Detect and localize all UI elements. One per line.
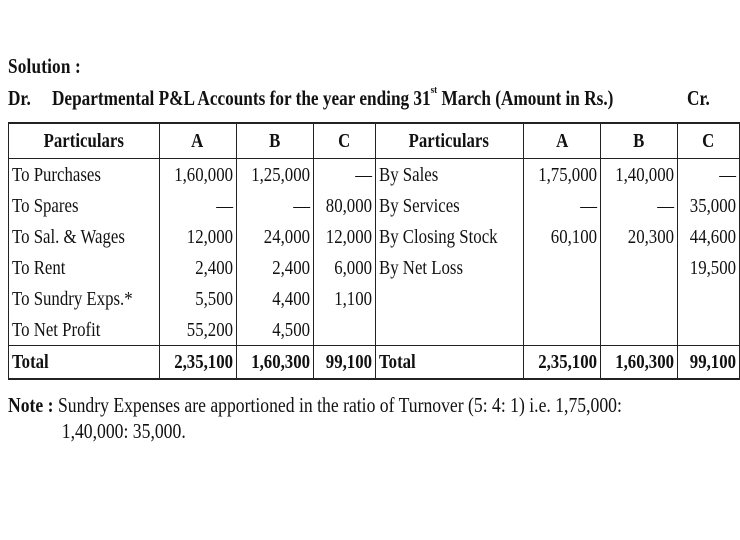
credit-particular: By Closing Stock (375, 221, 523, 252)
note-label: Note : (8, 393, 54, 417)
note-text-line2: 1,40,000: 35,000. (61, 419, 186, 443)
debit-amount-c (313, 314, 375, 346)
debit-amount-b: 24,000 (236, 221, 313, 252)
solution-label: Solution : (8, 54, 81, 78)
credit-amount-c: 35,000 (677, 190, 739, 221)
header-debit-particulars: Particulars (9, 123, 160, 159)
debit-amount-a: 5,500 (159, 283, 236, 314)
credit-amount-c (677, 283, 739, 314)
credit-amount-b (600, 252, 677, 283)
debit-amount-c: 12,000 (313, 221, 375, 252)
credit-marker: Cr. (687, 86, 710, 110)
credit-particular (375, 283, 523, 314)
header-credit-a: A (523, 123, 600, 159)
header-credit-particulars: Particulars (375, 123, 523, 159)
table-row (9, 190, 740, 221)
table-row (9, 252, 740, 283)
debit-amount-b: — (236, 190, 313, 221)
credit-total-b: 1,60,300 (600, 346, 677, 380)
debit-amount-c: 80,000 (313, 190, 375, 221)
total-row (9, 346, 740, 380)
note-paragraph (8, 392, 714, 444)
pl-account-table (8, 122, 740, 380)
debit-amount-c: — (313, 159, 375, 191)
account-title: Departmental P&L Accounts for the year ending 31st March (Amount in Rs.) (52, 84, 614, 110)
credit-particular: By Net Loss (375, 252, 523, 283)
header-debit-c: C (313, 123, 375, 159)
credit-amount-b: — (600, 190, 677, 221)
table-row (9, 283, 740, 314)
debit-amount-a: 1,60,000 (159, 159, 236, 191)
debit-amount-a: 12,000 (159, 221, 236, 252)
credit-particular (375, 314, 523, 346)
credit-amount-c (677, 314, 739, 346)
table-row (9, 221, 740, 252)
debit-total-c: 99,100 (313, 346, 375, 380)
debit-amount-c: 1,100 (313, 283, 375, 314)
debit-amount-b: 4,400 (236, 283, 313, 314)
table-row (9, 159, 740, 191)
debit-particular: To Sundry Exps.* (9, 283, 160, 314)
credit-amount-b: 20,300 (600, 221, 677, 252)
credit-total-c: 99,100 (677, 346, 739, 380)
table-header-row (9, 123, 740, 159)
credit-amount-c: — (677, 159, 739, 191)
credit-amount-c: 44,600 (677, 221, 739, 252)
debit-total-label: Total (9, 346, 160, 380)
debit-amount-b: 1,25,000 (236, 159, 313, 191)
debit-amount-a: — (159, 190, 236, 221)
debit-particular: To Net Profit (9, 314, 160, 346)
header-debit-b: B (236, 123, 313, 159)
credit-total-label: Total (375, 346, 523, 380)
debit-amount-c: 6,000 (313, 252, 375, 283)
credit-amount-a: 1,75,000 (523, 159, 600, 191)
table-row (9, 314, 740, 346)
debit-particular: To Spares (9, 190, 160, 221)
account-heading (8, 86, 712, 114)
header-credit-b: B (600, 123, 677, 159)
debit-total-b: 1,60,300 (236, 346, 313, 380)
debit-amount-a: 2,400 (159, 252, 236, 283)
credit-amount-a (523, 314, 600, 346)
credit-particular: By Services (375, 190, 523, 221)
debit-amount-b: 2,400 (236, 252, 313, 283)
header-credit-c: C (677, 123, 739, 159)
debit-particular: To Purchases (9, 159, 160, 191)
debit-marker: Dr. (8, 86, 31, 110)
credit-amount-a: 60,100 (523, 221, 600, 252)
header-debit-a: A (159, 123, 236, 159)
credit-amount-b: 1,40,000 (600, 159, 677, 191)
credit-amount-a: — (523, 190, 600, 221)
debit-particular: To Sal. & Wages (9, 221, 160, 252)
credit-amount-c: 19,500 (677, 252, 739, 283)
debit-amount-b: 4,500 (236, 314, 313, 346)
credit-amount-a (523, 252, 600, 283)
debit-amount-a: 55,200 (159, 314, 236, 346)
credit-amount-b (600, 314, 677, 346)
credit-total-a: 2,35,100 (523, 346, 600, 380)
credit-amount-a (523, 283, 600, 314)
credit-amount-b (600, 283, 677, 314)
note-text-line1: Sundry Expenses are apportioned in the ratio of Turnover (5: 4: 1) i.e. 1,75,000: (53, 393, 622, 417)
debit-particular: To Rent (9, 252, 160, 283)
credit-particular: By Sales (375, 159, 523, 191)
debit-total-a: 2,35,100 (159, 346, 236, 380)
